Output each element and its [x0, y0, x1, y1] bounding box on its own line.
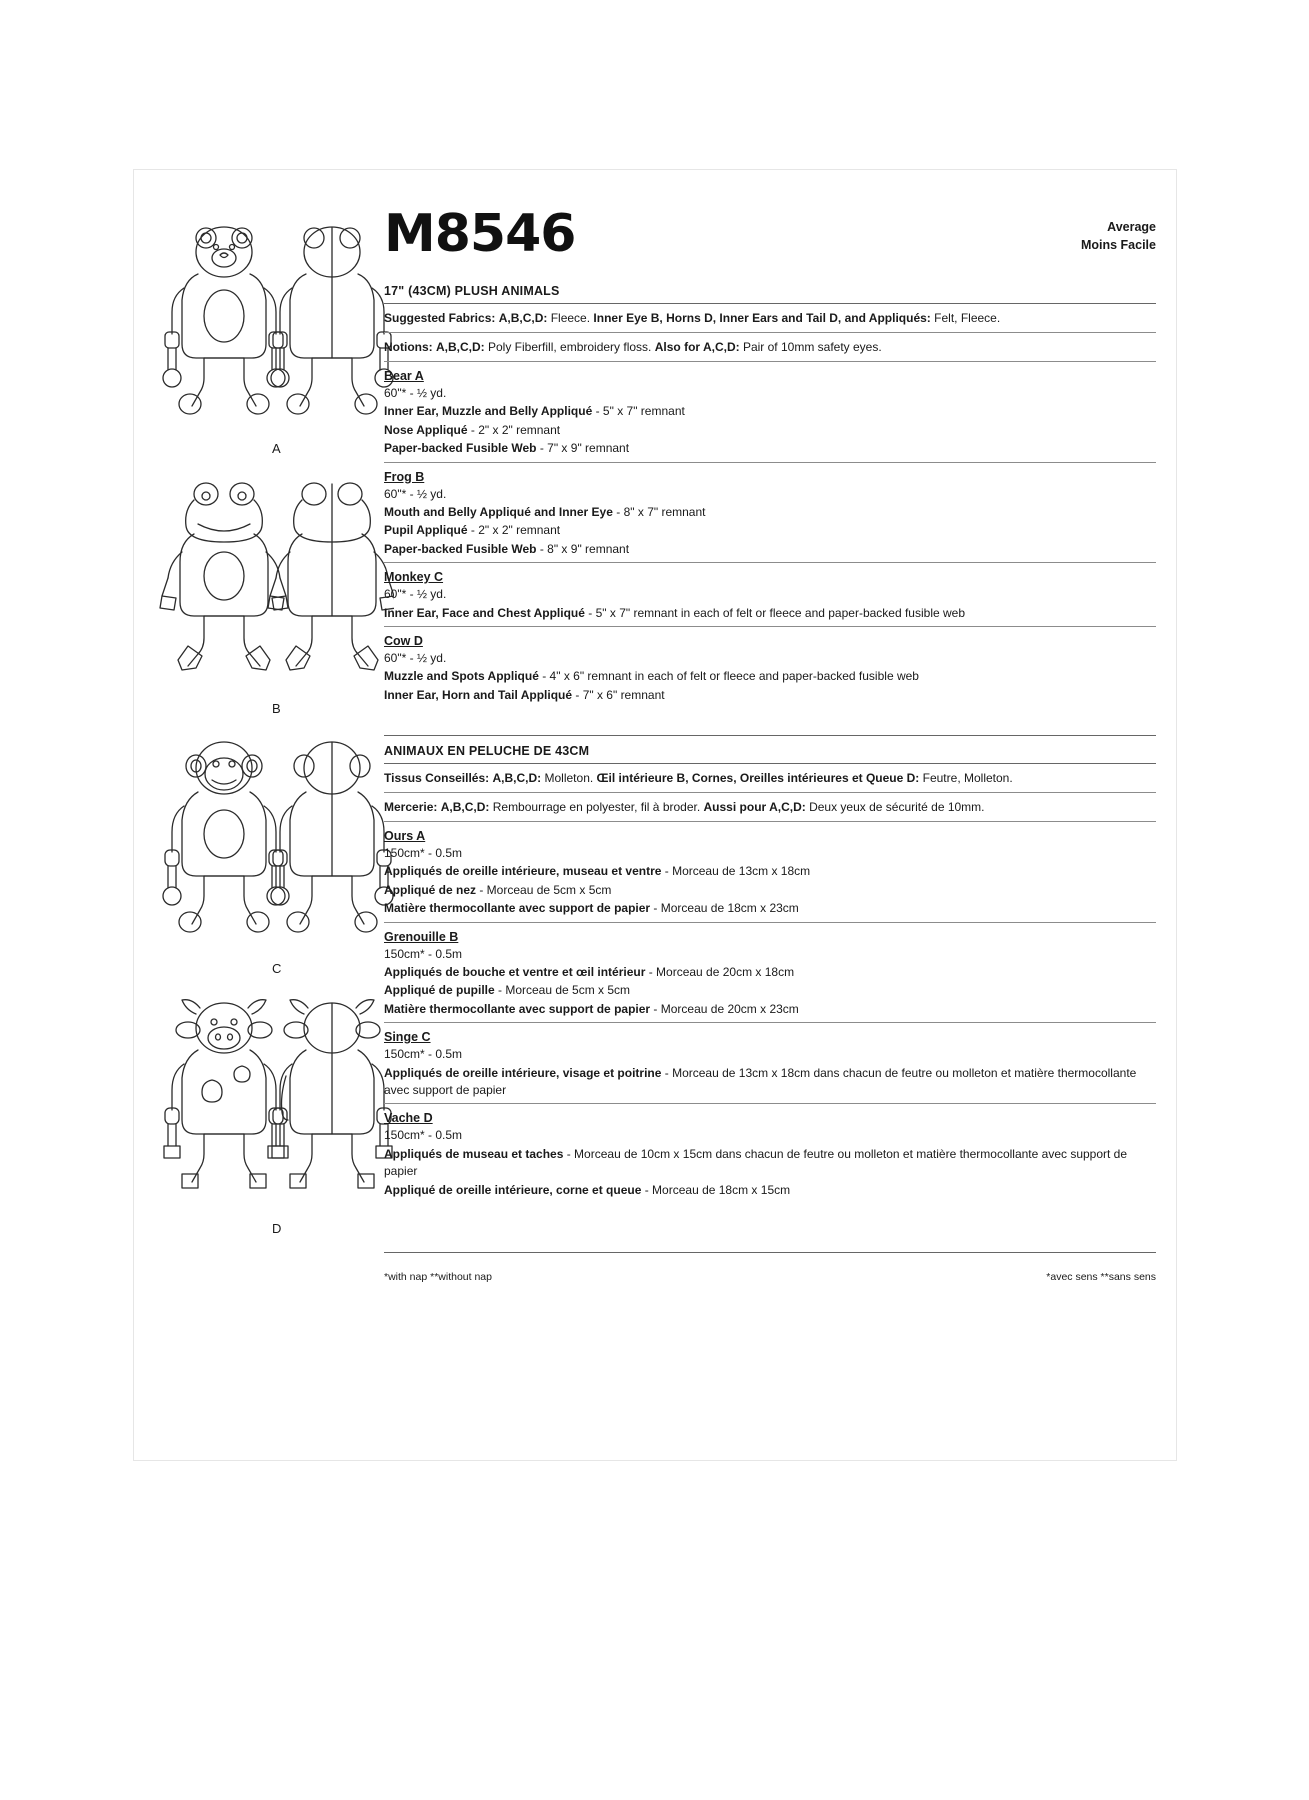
text-column: [384, 204, 1156, 1289]
notions-codes-en: A,B,C,D:: [436, 340, 485, 354]
divider: [384, 763, 1156, 764]
notions-bold2-en: Also for A,C,D:: [654, 340, 740, 354]
item-value: - Morceau de 5cm x 5cm: [494, 983, 631, 998]
notions-label-fr: Mercerie:: [384, 800, 438, 815]
notions-en: [384, 338, 1156, 356]
item-label: Muzzle and Spots Appliqué: [384, 669, 539, 684]
section-title-fr: ANIMAUX EN PELUCHE DE 43CM: [384, 744, 590, 759]
cow-front-view: [164, 1000, 284, 1188]
frog-front-view: [160, 483, 288, 670]
illustration-label-d: D: [272, 1221, 282, 1236]
item-value: - Morceau de 18cm x 23cm: [650, 901, 799, 916]
divider: [384, 303, 1156, 304]
item-label: Pupil Appliqué: [384, 523, 468, 538]
illustration-frog-b: [154, 472, 394, 716]
view-name-singe-c: Singe C: [384, 1030, 431, 1045]
view-item: [384, 440, 1156, 457]
view-yardage: 150cm* - 0.5m: [384, 946, 463, 961]
view-item: [384, 964, 1156, 981]
view-yardage: 150cm* - 0.5m: [384, 1128, 463, 1143]
page-title: M8546: [384, 204, 576, 264]
monkey-back-view: [271, 742, 393, 932]
view-item: [384, 605, 1156, 622]
illustration-bear-a: [154, 212, 394, 456]
view-yardage: 60"* - ½ yd.: [384, 650, 447, 665]
item-value: - Morceau de 20cm x 23cm: [650, 1001, 799, 1016]
view-item: [384, 1182, 1156, 1199]
divider: [384, 562, 1156, 563]
item-value: - 2" x 2" remnant: [467, 523, 561, 538]
item-value: - Morceau de 5cm x 5cm: [476, 882, 612, 897]
item-value: - Morceau de 13cm x 18cm dans chacun de feutre ou molleton et matière thermocollante avec support de papier: [384, 1065, 1137, 1097]
section-title-en: 17" (43CM) PLUSH ANIMALS: [384, 284, 560, 298]
item-value: - Morceau de 20cm x 18cm: [645, 965, 795, 980]
item-label: Appliqués de museau et taches: [384, 1146, 564, 1161]
divider: [384, 626, 1156, 627]
divider: [384, 1252, 1156, 1253]
view-item: [384, 863, 1156, 880]
footnote-en: *with nap **without nap: [384, 1270, 492, 1283]
divider: [384, 361, 1156, 362]
item-value: - 7" x 9" remnant: [536, 441, 630, 456]
view-item: [384, 982, 1156, 999]
view-item: [384, 422, 1156, 439]
view-yardage: 60"* - ½ yd.: [384, 386, 447, 400]
notions-text2-en: Pair of 10mm safety eyes.: [739, 340, 882, 354]
view-item: [384, 504, 1156, 521]
fabrics-bold2-en: Inner Eye B, Horns D, Inner Ears and Tail D, and Appliqués:: [593, 311, 931, 325]
fabrics-text-fr: Molleton.: [541, 771, 597, 786]
fabrics-label-fr: Tissus Conseillés:: [384, 771, 490, 786]
notions-text2-fr: Deux yeux de sécurité de 10mm.: [805, 800, 985, 815]
view-item: [384, 687, 1156, 704]
item-value: - Morceau de 18cm x 15cm: [641, 1182, 791, 1197]
divider: [384, 1103, 1156, 1104]
item-label: Nose Appliqué: [384, 422, 468, 437]
item-value: - 5" x 7" remnant in each of felt or fleece and paper-backed fusible web: [584, 605, 966, 620]
item-value: - Morceau de 10cm x 15cm dans chacun de feutre ou molleton et matière thermocollante avec support de papier: [384, 1146, 1128, 1179]
item-value: - 4" x 6" remnant in each of felt or fleece and paper-backed fusible web: [538, 669, 919, 684]
fabrics-text-en: Fleece.: [547, 311, 594, 325]
item-label: Appliqués de oreille intérieure, museau et ventre: [384, 864, 662, 879]
item-label: Appliqué de nez: [384, 882, 477, 897]
view-item: [384, 882, 1156, 899]
fabrics-text2-en: Felt, Fleece.: [930, 311, 1001, 325]
illustration-column: [154, 212, 394, 1372]
item-label: Paper-backed Fusible Web: [384, 441, 537, 456]
item-label: Mouth and Belly Appliqué and Inner Eye: [384, 504, 613, 519]
footnotes: [384, 1271, 1156, 1289]
view-yardage: 60"* - ½ yd.: [384, 486, 447, 501]
divider: [384, 792, 1156, 793]
fabrics-bold2-fr: Œil intérieure B, Cornes, Oreilles intérieures et Queue D:: [596, 771, 920, 786]
view-yardage: 150cm* - 0.5m: [384, 1047, 463, 1062]
divider: [384, 1022, 1156, 1023]
notions-label-en: Notions:: [384, 340, 433, 354]
bear-back-view: [271, 227, 393, 414]
item-value: - 8" x 7" remnant: [612, 504, 706, 519]
illustration-cow-d: [154, 992, 394, 1236]
illustration-label-c: C: [272, 961, 282, 976]
view-item: [384, 403, 1156, 420]
view-name-grenouille-b: Grenouille B: [384, 929, 459, 944]
fabrics-codes-fr: A,B,C,D:: [492, 771, 542, 786]
divider: [384, 735, 1156, 736]
item-label: Appliqués de bouche et ventre et œil intérieur: [384, 965, 646, 980]
item-label: Matière thermocollante avec support de papier: [384, 901, 651, 916]
divider: [384, 332, 1156, 333]
pattern-envelope-back: [134, 170, 1176, 1460]
difficulty-en: Average: [1107, 220, 1156, 234]
view-name-ours-a: Ours A: [384, 829, 426, 844]
divider: [384, 821, 1156, 822]
view-item: [384, 541, 1156, 558]
item-value: - 2" x 2" remnant: [467, 422, 561, 437]
item-value: - Morceau de 13cm x 18cm: [661, 864, 811, 879]
difficulty-fr: Moins Facile: [1080, 238, 1156, 253]
view-item: [384, 1001, 1156, 1018]
suggested-fabrics-fr: [384, 769, 1156, 787]
item-label: Inner Ear, Muzzle and Belly Appliqué: [384, 404, 593, 419]
illustration-label-a: A: [272, 441, 281, 456]
item-label: Matière thermocollante avec support de papier: [384, 1001, 651, 1016]
view-name-bear-a: Bear A: [384, 369, 424, 383]
frog-back-view: [268, 483, 394, 670]
view-yardage: 150cm* - 0.5m: [384, 846, 463, 861]
notions-text-en: Poly Fiberfill, embroidery floss.: [484, 340, 655, 354]
notions-text-fr: Rembourrage en polyester, fil à broder.: [489, 800, 704, 815]
item-label: Paper-backed Fusible Web: [384, 541, 537, 556]
suggested-fabrics-en: [384, 309, 1156, 327]
fabrics-codes-en: A,B,C,D:: [498, 311, 548, 325]
monkey-front-view: [163, 742, 285, 932]
notions-fr: [384, 798, 1156, 816]
view-item: [384, 900, 1156, 917]
item-value: - 5" x 7" remnant: [592, 404, 685, 419]
item-label: Appliqué de oreille intérieure, corne et queue: [384, 1182, 642, 1197]
view-item: [384, 1065, 1156, 1100]
item-value: - 7" x 6" remnant: [572, 687, 665, 702]
notions-bold2-fr: Aussi pour A,C,D:: [703, 800, 806, 815]
item-label: Inner Ear, Horn and Tail Appliqué: [384, 687, 573, 702]
difficulty-badge: [1081, 218, 1156, 254]
view-name-frog-b: Frog B: [384, 469, 425, 484]
view-item: [384, 668, 1156, 685]
bear-front-view: [163, 227, 285, 414]
item-label: Inner Ear, Face and Chest Appliqué: [384, 605, 585, 620]
divider: [384, 922, 1156, 923]
fabrics-label-en: Suggested Fabrics:: [384, 311, 496, 325]
view-item: [384, 522, 1156, 539]
fabrics-text2-fr: Feutre, Molleton.: [919, 771, 1013, 786]
illustration-label-b: B: [272, 701, 281, 716]
footnote-fr: *avec sens **sans sens: [1046, 1270, 1156, 1283]
item-label: Appliqué de pupille: [384, 983, 495, 998]
cow-back-view: [272, 1000, 392, 1188]
view-item: [384, 1146, 1156, 1181]
view-name-vache-d: Vache D: [384, 1111, 433, 1126]
illustration-monkey-c: [154, 732, 394, 976]
item-value: - 8" x 9" remnant: [536, 541, 630, 556]
view-yardage: 60"* - ½ yd.: [384, 587, 447, 602]
divider: [384, 462, 1156, 463]
header: [384, 204, 1156, 276]
item-label: Appliqués de oreille intérieure, visage et poitrine: [384, 1065, 662, 1080]
view-name-monkey-c: Monkey C: [384, 570, 444, 585]
notions-codes-fr: A,B,C,D:: [440, 800, 490, 815]
view-name-cow-d: Cow D: [384, 633, 423, 648]
